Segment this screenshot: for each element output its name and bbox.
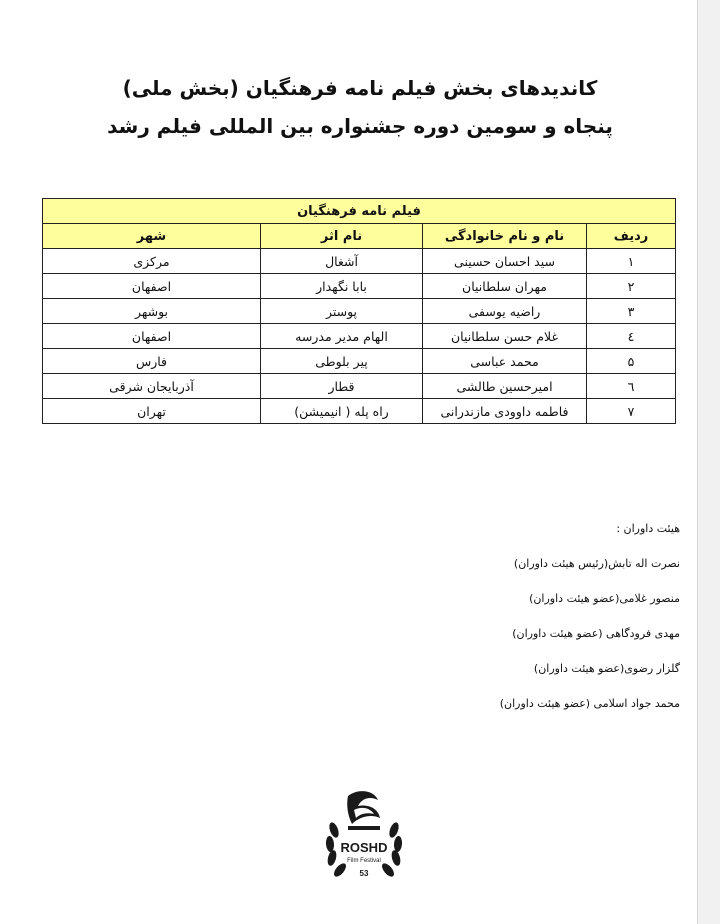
table-row <box>43 249 676 274</box>
cell-name: غلام حسن سلطانیان <box>423 324 587 349</box>
cell-film: پوستر <box>261 299 423 324</box>
cell-name: مهران سلطانیان <box>423 274 587 299</box>
jury-member: منصور غلامی(عضو هیئت داوران) <box>529 592 680 605</box>
table-row <box>43 299 676 324</box>
cell-row-number: ۷ <box>587 399 676 424</box>
jury-member: گلزار رضوی(عضو هیئت داوران) <box>533 662 680 675</box>
page-subtitle: پنجاه و سومین دوره جشنواره بین المللی فیلم رشد <box>107 114 613 138</box>
cell-row-number: ٦ <box>587 374 676 399</box>
cell-row-number: ۲ <box>587 274 676 299</box>
jury-section <box>500 522 680 710</box>
cell-city: فارس <box>43 349 261 374</box>
cell-city: تهران <box>43 399 261 424</box>
cell-name: راضیه یوسفی <box>423 299 587 324</box>
candidates-table <box>42 198 676 424</box>
cell-film: قطار <box>261 374 423 399</box>
header-name: نام و نام خانوادگی <box>423 224 587 249</box>
cell-name: سید احسان حسینی <box>423 249 587 274</box>
table-row <box>43 274 676 299</box>
cell-city: آذربایجان شرقی <box>43 374 261 399</box>
table-row <box>43 374 676 399</box>
table-row <box>43 399 676 424</box>
table-row <box>43 349 676 374</box>
cell-name: محمد عباسی <box>423 349 587 374</box>
cell-film: الهام مدیر مدرسه <box>261 324 423 349</box>
table-row <box>43 324 676 349</box>
cell-city: اصفهان <box>43 324 261 349</box>
cell-row-number: ۳ <box>587 299 676 324</box>
roshd-festival-logo <box>318 786 410 886</box>
cell-film: آشغال <box>261 249 423 274</box>
jury-member: مهدی فرودگاهی (عضو هیئت داوران) <box>512 627 680 640</box>
header-row-number: ردیف <box>587 224 676 249</box>
cell-film: بابا نگهدار <box>261 274 423 299</box>
cell-name: امیرحسین طالشی <box>423 374 587 399</box>
cell-row-number: ٤ <box>587 324 676 349</box>
cell-name: فاطمه داوودی مازندرانی <box>423 399 587 424</box>
cell-city: مرکزی <box>43 249 261 274</box>
table-caption-row <box>43 199 676 224</box>
cell-row-number: ۵ <box>587 349 676 374</box>
jury-member: نصرت اله تابش(رئیس هیئت داوران) <box>513 557 680 570</box>
table-caption: فیلم نامه فرهنگیان <box>43 199 676 224</box>
cell-film: پیر بلوطی <box>261 349 423 374</box>
cell-city: بوشهر <box>43 299 261 324</box>
header-city: شهر <box>43 224 261 249</box>
jury-heading: هیئت داوران : <box>616 522 680 535</box>
cell-row-number: ۱ <box>587 249 676 274</box>
cell-city: اصفهان <box>43 274 261 299</box>
logo-brand: ROSHD <box>340 840 388 855</box>
cell-film: راه پله ( انیمیشن) <box>261 399 423 424</box>
logo-edition: 53 <box>359 869 369 878</box>
page-title: کاندیدهای بخش فیلم نامه فرهنگیان (بخش ملی) <box>122 76 598 100</box>
logo-subtitle: Film Festival <box>347 858 381 864</box>
header-film: نام اثر <box>261 224 423 249</box>
table-header-row <box>43 224 676 249</box>
jury-member: محمد جواد اسلامی (عضو هیئت داوران) <box>499 697 680 710</box>
